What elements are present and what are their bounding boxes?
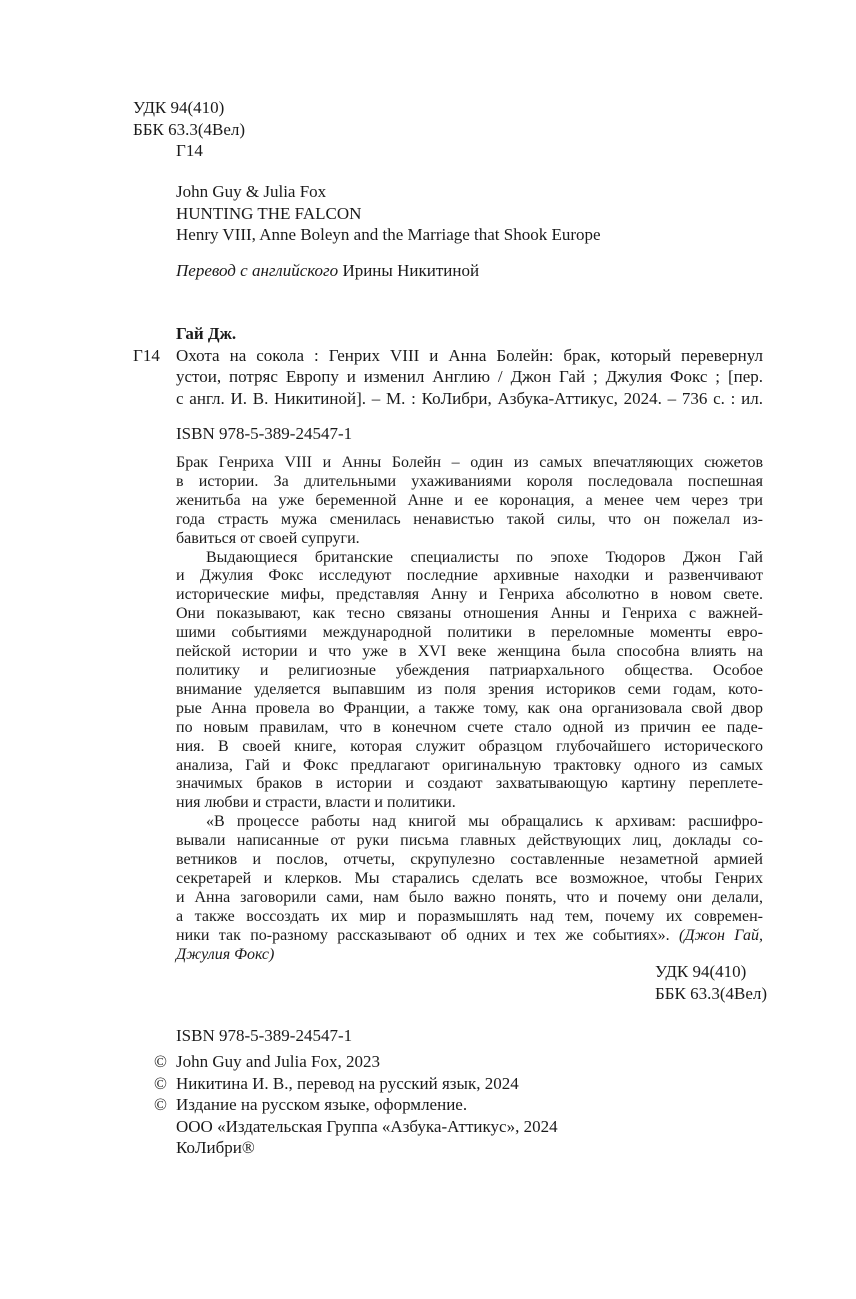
abstract-line: исторические мифы, представляя Анну и Генриха абсолютно в новом свете. (176, 586, 763, 604)
copyright-line: © Издание на русском языке, оформление. (154, 1095, 468, 1115)
udk-code-bottom: УДК 94(410) (655, 962, 747, 981)
abstract-line: ния. В своей книге, которая служит образцом глубочайшего исторического (176, 737, 763, 755)
abstract-line: и Джулия Фокс исследуют последние архивные находки и развенчивают (176, 567, 763, 585)
imprint-line: КоЛибри® (176, 1138, 255, 1158)
abstract-line: анализа, Гай и Фокс предлагают оригинальную трактовку одного из самых (176, 756, 763, 774)
abstract-line: ветников и послов, отчеты, скрупулезно составленные незаметной армией (176, 851, 763, 869)
abstract (176, 454, 763, 964)
abstract-line: секретарей и клерков. Мы старались сделать все возможное, чтобы Генрих (176, 869, 763, 887)
catalog-author-heading: Гай Дж. (176, 324, 237, 343)
publisher-line: ООО «Издательская Группа «Азбука-Аттикус», 2024 (176, 1116, 558, 1136)
original-subtitle: Henry VIII, Anne Boleyn and the Marriage that Shook Europe (176, 225, 601, 245)
catalog-mark: Г14 (133, 345, 160, 365)
isbn-bottom: ISBN 978-5-389-24547-1 (176, 1026, 353, 1045)
bbk-code-bottom: ББК 63.3(4Вел) (655, 983, 768, 1003)
copyright-symbol: © (154, 1073, 167, 1093)
abstract-line: а также воссоздать их мир и поразмышлять над тем, почему их современ- (176, 907, 763, 925)
abstract-line: пейской истории и что уже в XVI веке женщина была способна влиять на (176, 643, 763, 661)
catalog-isbn: ISBN 978-5-389-24547-1 (176, 424, 353, 444)
abstract-line: рые Анна провела во Франции, а также тому, как она организовала свой двор (176, 699, 763, 717)
original-title-block (176, 181, 601, 246)
abstract-line: и Анна заговорили сами, нам было важно понять, что и почему они делали, (176, 888, 763, 906)
udk-code: УДК 94(410) (133, 98, 225, 117)
catalog-line: устои, потряс Европу и изменил Англию / Джон Гай ; Джулия Фокс ; [пер. (176, 367, 763, 387)
abstract-line: вывали написанные от руки письма главных действующих лиц, доклады со- (176, 832, 763, 850)
author-mark: Г14 (176, 141, 203, 161)
original-title: HUNTING THE FALCON (176, 203, 362, 223)
abstract-line: Брак Генриха VIII и Анны Болейн – один из самых впечатляющих сюжетов (176, 454, 763, 471)
abstract-line: ники так по-разному рассказывают об одних и тех же событиях». (Джон Гай, (176, 926, 764, 944)
abstract-line: шими событиями международной политики в переломные моменты евро- (176, 624, 763, 642)
abstract-line: года страсть мужа сменилась ненавистью такой силы, что он пожелал из- (176, 510, 763, 528)
copyright-symbol: © (154, 1052, 167, 1071)
quote-attribution: (Джон Гай, (679, 926, 764, 944)
abstract-line: в истории. За длительными ухаживаниями короля последовала поспешная (176, 472, 763, 490)
catalog-line: Охота на сокола : Генрих VIII и Анна Болейн: брак, который перевернул (176, 345, 763, 365)
abstract-line: значимых браков в истории и создают захватывающую картину переплете- (176, 775, 763, 793)
copyright-symbol: © (154, 1095, 167, 1115)
classification-bottom (655, 961, 767, 1004)
abstract-line: бавиться от своей супруги. (176, 529, 360, 547)
translation-label: Перевод с английского (176, 261, 339, 280)
translation-credit (176, 260, 479, 282)
abstract-line: Они показывают, как тесно связаны отношения Анны и Генриха с важней- (176, 605, 763, 623)
catalog-line: с англ. И. В. Никитиной]. – М. : КоЛибри, Азбука-Аттикус, 2024. – 736 с. : ил. (176, 388, 763, 408)
abstract-line: женитьба на уже беременной Анне и ее коронация, а менее чем через три (176, 491, 763, 509)
abstract-line: «В процессе работы над книгой мы обращались к архивам: расшифро- (206, 813, 763, 831)
abstract-line: по новым правилам, что в конечном счете стало одной из причин ее паде- (176, 718, 763, 736)
copyright-line: © John Guy and Julia Fox, 2023 (154, 1052, 380, 1071)
abstract-line: Выдающиеся британские специалисты по эпохе Тюдоров Джон Гай (206, 548, 763, 566)
quote-attribution: Джулия Фокс) (176, 945, 275, 963)
bbk-code: ББК 63.3(4Вел) (133, 119, 246, 139)
abstract-line: внимание уделяется выпавшим из поля зрения историков семи годам, кото- (176, 680, 763, 698)
abstract-line: политику и религиозные убеждения патриархального общества. Особое (176, 661, 763, 679)
translator-name: Ирины Никитиной (342, 261, 480, 280)
original-authors: John Guy & Julia Fox (176, 182, 327, 201)
catalog-entry (133, 323, 763, 445)
classification-top (133, 97, 245, 162)
copyright-line: © Никитина И. В., перевод на русский язык, 2024 (154, 1073, 519, 1093)
copyright-block (154, 1051, 558, 1159)
abstract-line: ния любви и страсти, власти и политики. (176, 794, 456, 812)
